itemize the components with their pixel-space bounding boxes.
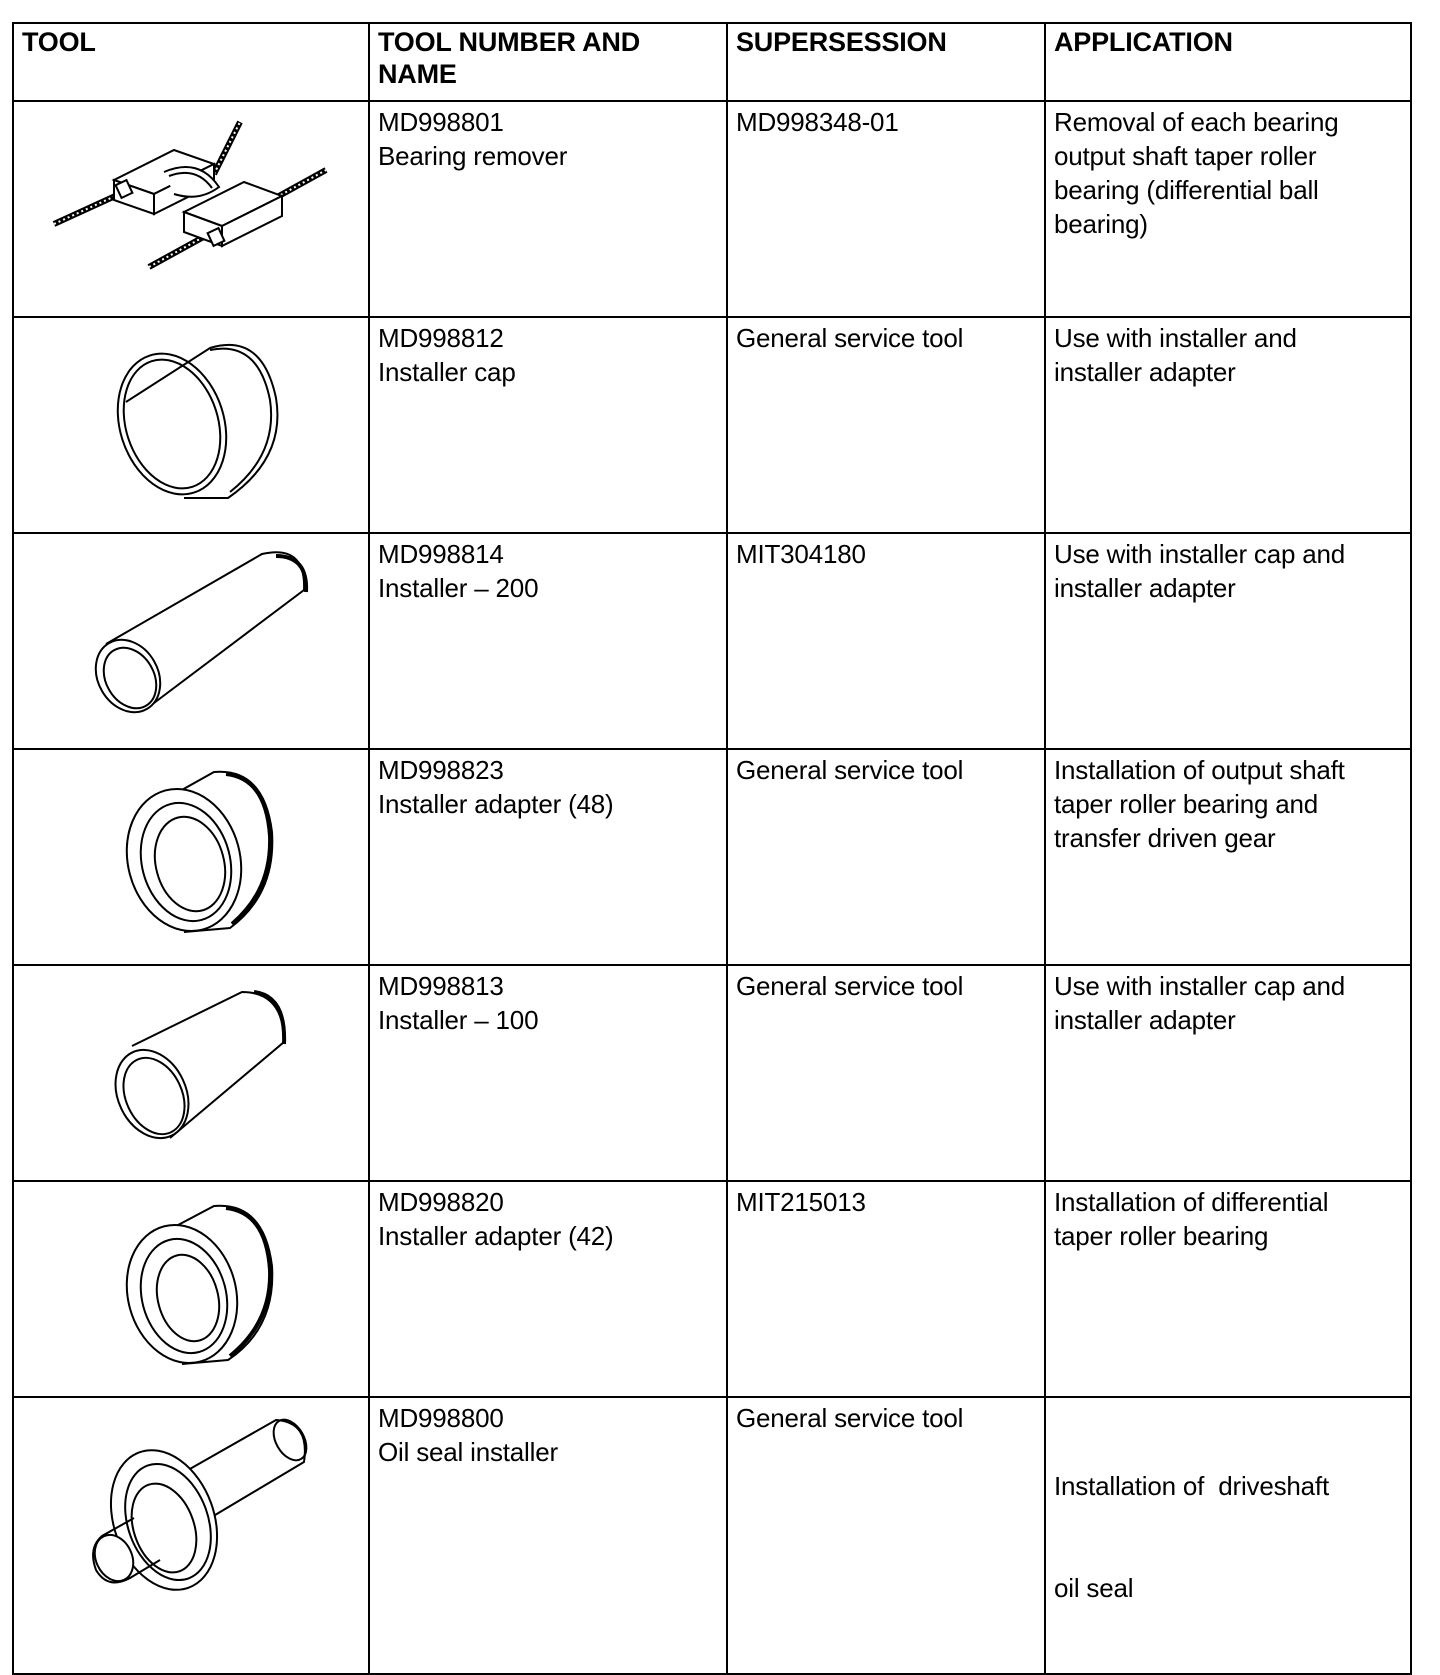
application-line: Use with installer cap and (1054, 539, 1346, 569)
tool-name: Bearing remover (378, 141, 568, 171)
table-row (13, 1181, 1411, 1397)
tool-illustration-cell (13, 965, 369, 1181)
header-row (13, 23, 1411, 101)
tool-name: Installer – 100 (378, 1005, 539, 1035)
application-line: bearing) (1054, 209, 1148, 239)
header-tool: TOOL (13, 23, 369, 101)
tool-number: MD998814 (378, 539, 504, 569)
tool-illustration-cell (13, 1397, 369, 1674)
tool-number-cell (369, 965, 727, 1181)
installer-200-icon (14, 534, 370, 748)
table-row (13, 1397, 1411, 1674)
tool-number: MD998820 (378, 1187, 504, 1217)
tool-number-cell (369, 317, 727, 533)
supersession-cell (727, 101, 1045, 317)
tool-number-cell (369, 533, 727, 749)
tool-name: Installer – 200 (378, 573, 539, 603)
tool-illustration-cell (13, 1181, 369, 1397)
supersession-value: General service tool (736, 755, 964, 785)
table-row (13, 749, 1411, 965)
tool-number: MD998800 (378, 1403, 504, 1433)
application-line: Installation of output shaft (1054, 755, 1345, 785)
application-line: Use with installer cap and (1054, 971, 1346, 1001)
supersession-cell (727, 533, 1045, 749)
application-line: Installation of differential (1054, 1187, 1329, 1217)
tool-illustration-cell (13, 317, 369, 533)
supersession-cell (727, 1181, 1045, 1397)
supersession-value: General service tool (736, 971, 964, 1001)
tool-name: Oil seal installer (378, 1437, 558, 1467)
tool-number-cell (369, 1397, 727, 1674)
application-cell (1045, 533, 1411, 749)
application-line: transfer driven gear (1054, 823, 1276, 853)
application-cell (1045, 1181, 1411, 1397)
special-tools-table (12, 22, 1412, 1675)
supersession-value: General service tool (736, 1403, 964, 1433)
tool-number: MD998813 (378, 971, 504, 1001)
application-line: taper roller bearing (1054, 1221, 1269, 1251)
tool-number: MD998801 (378, 107, 504, 137)
tool-illustration-cell (13, 101, 369, 317)
application-cell (1045, 101, 1411, 317)
supersession-cell (727, 317, 1045, 533)
table-row (13, 101, 1411, 317)
oil-seal-installer-icon (14, 1398, 370, 1612)
tool-name: Installer cap (378, 357, 516, 387)
installer-adapter-42-icon (14, 1182, 370, 1396)
application-line: Removal of each bearing (1054, 107, 1339, 137)
bearing-remover-icon (14, 102, 370, 316)
application-line: oil seal (1054, 1573, 1134, 1603)
supersession-value: MIT304180 (736, 539, 866, 569)
header-supersession: SUPERSESSION (727, 23, 1045, 101)
installer-100-icon (14, 966, 370, 1180)
supersession-value: General service tool (736, 323, 964, 353)
tool-number: MD998812 (378, 323, 504, 353)
installer-adapter-48-icon (14, 750, 370, 964)
header-application: APPLICATION (1045, 23, 1411, 101)
application-cell (1045, 317, 1411, 533)
tool-number-cell (369, 1181, 727, 1397)
application-cell (1045, 1397, 1411, 1674)
tool-illustration-cell (13, 749, 369, 965)
supersession-cell (727, 749, 1045, 965)
table-row (13, 965, 1411, 1181)
tool-number-cell (369, 101, 727, 317)
tool-illustration-cell (13, 533, 369, 749)
supersession-value: MD998348-01 (736, 107, 899, 137)
application-line: installer adapter (1054, 357, 1236, 387)
application-line: taper roller bearing and (1054, 789, 1319, 819)
supersession-value: MIT215013 (736, 1187, 866, 1217)
application-line: Installation of driveshaft (1054, 1471, 1329, 1501)
application-line: installer adapter (1054, 1005, 1236, 1035)
installer-cap-icon (14, 318, 370, 532)
table-row (13, 317, 1411, 533)
header-tool-number-and-name: TOOL NUMBER AND NAME (369, 23, 727, 101)
supersession-cell (727, 1397, 1045, 1674)
application-line: output shaft taper roller (1054, 141, 1317, 171)
supersession-cell (727, 965, 1045, 1181)
tool-name: Installer adapter (48) (378, 789, 614, 819)
tool-name: Installer adapter (42) (378, 1221, 614, 1251)
application-cell (1045, 965, 1411, 1181)
application-line: Use with installer and (1054, 323, 1297, 353)
tool-number-cell (369, 749, 727, 965)
tool-number: MD998823 (378, 755, 504, 785)
table-row (13, 533, 1411, 749)
application-line: bearing (differential ball (1054, 175, 1319, 205)
application-cell (1045, 749, 1411, 965)
application-line: installer adapter (1054, 573, 1236, 603)
